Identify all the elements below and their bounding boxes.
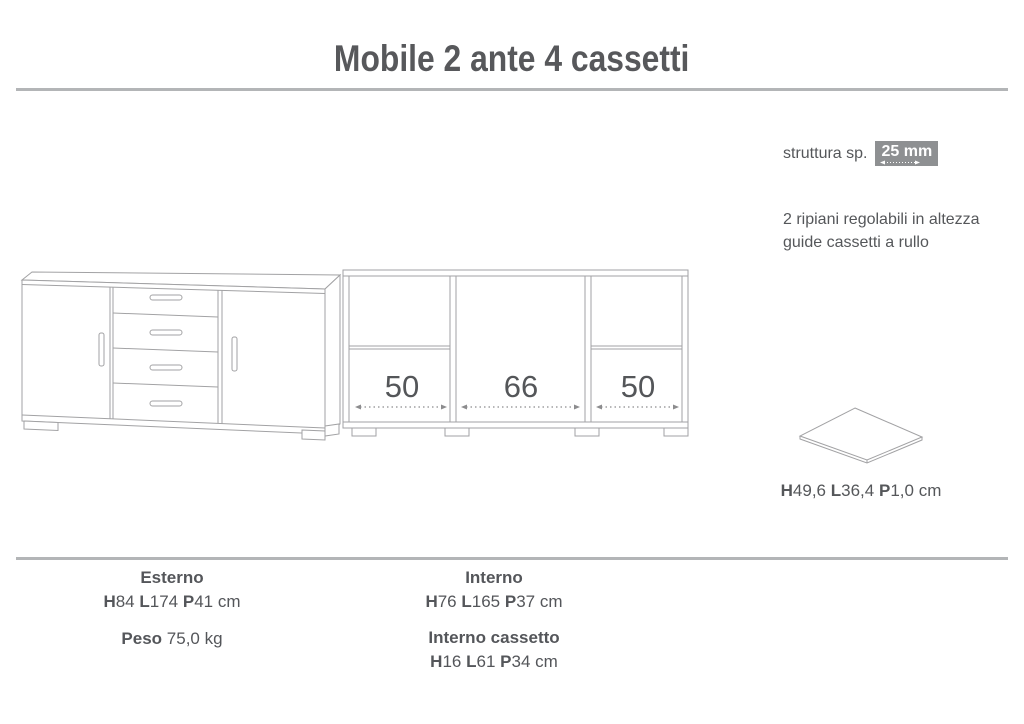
external-dimensions: H84 L174 P41 cm [103,592,241,611]
feature-line-1: 2 ripiani regolabili in altezza [783,211,980,228]
cabinet-foot [352,428,376,436]
feature-line-2: guide cassetti a rullo [783,234,929,251]
drawer-internal-dimensions: H16 L61 P34 cm [430,652,558,671]
cabinet-foot [445,428,469,436]
cabinet-foot [664,428,688,436]
right-section-width: 50 [620,369,656,404]
external-title: Esterno [140,568,204,587]
structure-thickness-row [783,141,938,166]
left-section-width: 50 [384,369,420,404]
cabinet-foot [575,428,599,436]
badge-dimension-arrow-icon [880,160,920,165]
cabinet-front-face [22,280,325,434]
cabinet-foot [24,421,58,431]
weight-line: Peso 75,0 kg [121,629,223,648]
page-title-text: Mobile 2 ante 4 cassetti [334,38,690,79]
structure-thickness-badge [875,141,938,166]
top-separator-line [16,88,1008,91]
shelf-panel-top [800,408,922,460]
center-section-width: 66 [503,369,539,404]
internal-dimensions: H76 L165 P37 cm [425,592,563,611]
front-view-drawing [10,264,350,452]
shelf-panel-dimensions: H49,6 L36,4 P1,0 cm [780,481,942,500]
drawer-internal-title: Interno cassetto [428,628,560,647]
external-dimensions-block [54,568,290,649]
structure-thickness-value: 25 mm [881,143,933,160]
internal-view-drawing [333,262,698,447]
bottom-separator-line [16,557,1008,560]
internal-title: Interno [465,568,523,587]
page-title [0,38,1024,80]
shelf-panel-drawing [785,398,935,470]
cabinet-foot [302,430,325,440]
features-text [783,208,980,254]
internal-dimensions-block [376,568,612,672]
structure-thickness-label: struttura sp. [783,144,868,162]
